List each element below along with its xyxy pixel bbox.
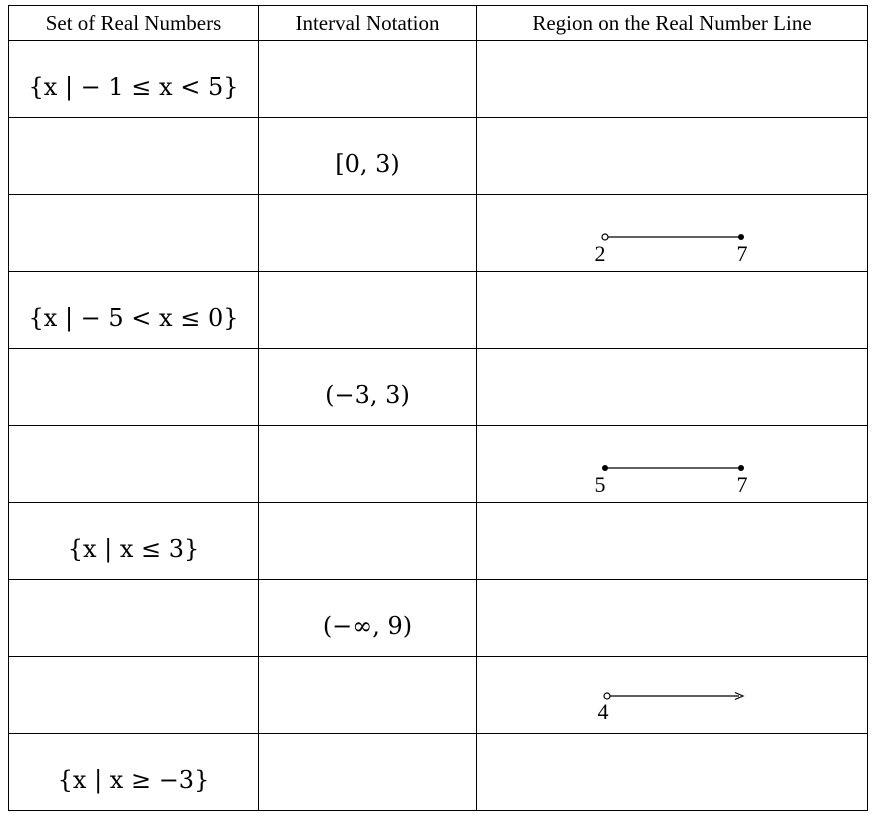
region-cell: [477, 426, 868, 503]
set-text: {x | x ≥ −3}: [57, 766, 210, 794]
interval-cell: [259, 349, 477, 426]
set-cell: [9, 657, 259, 734]
interval-text: [0, 3): [335, 150, 400, 178]
set-cell: [9, 734, 259, 811]
table-row: [9, 580, 868, 657]
set-cell: [9, 580, 259, 657]
number-line: [477, 195, 868, 271]
table-row: [9, 272, 868, 349]
set-cell: [9, 272, 259, 349]
set-cell: [9, 349, 259, 426]
interval-cell: [259, 118, 477, 195]
table-row: [9, 734, 868, 811]
region-cell: [477, 195, 868, 272]
region-cell: [477, 118, 868, 195]
number-line: [477, 426, 868, 502]
left-endpoint-label: 2: [594, 241, 606, 266]
region-cell: [477, 657, 868, 734]
closed-endpoint: [738, 234, 744, 240]
real-numbers-table: [8, 5, 868, 811]
interval-text: (−∞, 9): [322, 612, 413, 640]
open-endpoint: [602, 234, 608, 240]
table-row: [9, 195, 868, 272]
right-endpoint-label: 7: [736, 241, 748, 266]
table-row: [9, 503, 868, 580]
set-cell: [9, 41, 259, 118]
region-cell: [477, 349, 868, 426]
table-row: [9, 118, 868, 195]
header-row: [9, 6, 868, 41]
interval-cell: [259, 657, 477, 734]
set-text: {x | x ≤ 3}: [67, 535, 200, 563]
interval-cell: [259, 195, 477, 272]
number-line: [477, 657, 868, 733]
interval-cell: [259, 734, 477, 811]
region-cell: [477, 41, 868, 118]
interval-cell: [259, 426, 477, 503]
interval-cell: [259, 580, 477, 657]
interval-cell: [259, 41, 477, 118]
set-cell: [9, 195, 259, 272]
left-endpoint-label: 4: [597, 699, 609, 724]
left-endpoint-label: 5: [594, 472, 606, 497]
interval-cell: [259, 503, 477, 580]
table-row: [9, 657, 868, 734]
closed-endpoint: [738, 465, 744, 471]
set-cell: [9, 426, 259, 503]
table-row: [9, 41, 868, 118]
set-cell: [9, 503, 259, 580]
header-interval: Interval Notation: [259, 6, 477, 41]
set-cell: [9, 118, 259, 195]
region-cell: [477, 734, 868, 811]
right-endpoint-label: 7: [736, 472, 748, 497]
region-cell: [477, 580, 868, 657]
set-text: {x | − 5 < x ≤ 0}: [28, 304, 239, 332]
region-cell: [477, 503, 868, 580]
region-cell: [477, 272, 868, 349]
table-row: [9, 426, 868, 503]
table-row: [9, 349, 868, 426]
header-set: Set of Real Numbers: [9, 6, 259, 41]
set-text: {x | − 1 ≤ x < 5}: [28, 73, 239, 101]
interval-cell: [259, 272, 477, 349]
interval-text: (−3, 3): [325, 381, 410, 409]
closed-endpoint: [602, 465, 608, 471]
header-region: Region on the Real Number Line: [477, 6, 868, 41]
